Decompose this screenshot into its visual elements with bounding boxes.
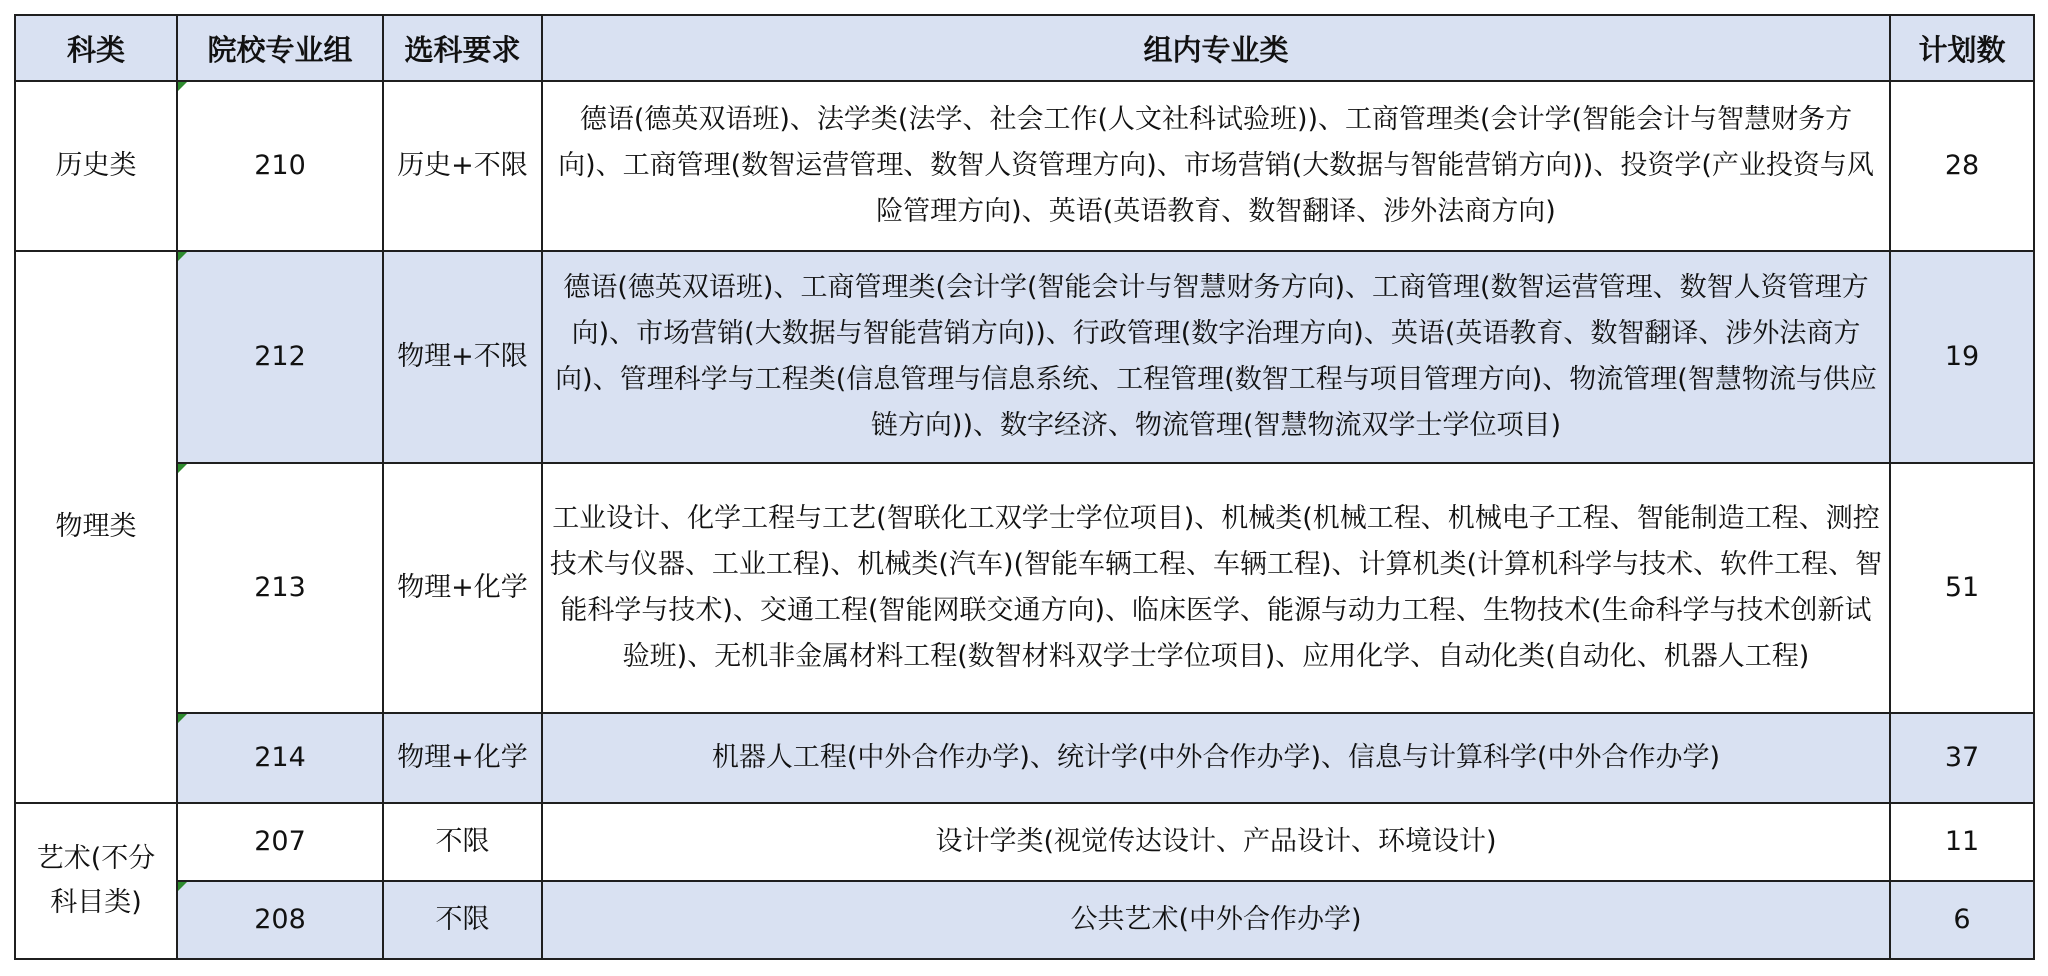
table-row <box>15 81 2034 251</box>
header-majors: 组内专业类 <box>542 15 1890 81</box>
requirement-cell: 物理+化学 <box>383 713 542 803</box>
table-row <box>15 713 2034 803</box>
header-row <box>15 15 2034 81</box>
majors-cell: 工业设计、化学工程与工艺(智联化工双学士学位项目)、机械类(机械工程、机械电子工程、智能制造工程、测控技术与仪器、工业工程)、机械类(汽车)(智能车辆工程、车辆工程)、计算机类(计算机科学与技术、软件工程、智能科学与技术)、交通工程(智能网联交通方向)、临床医学、能源与动力工程、生物技术(生命科学与技术创新试验班)、无机非金属材料工程(数智材料双学士学位项目)、应用化学、自动化类(自动化、机器人工程) <box>542 463 1890 713</box>
majors-cell: 机器人工程(中外合作办学)、统计学(中外合作办学)、信息与计算科学(中外合作办学) <box>542 713 1890 803</box>
group-cell: 207 <box>177 803 383 881</box>
plan-cell: 19 <box>1890 251 2034 463</box>
header-requirement: 选科要求 <box>383 15 542 81</box>
group-cell: 214 <box>177 713 383 803</box>
plan-cell: 37 <box>1890 713 2034 803</box>
header-category: 科类 <box>15 15 177 81</box>
enrollment-plan-table <box>14 14 2035 960</box>
requirement-cell: 物理+不限 <box>383 251 542 463</box>
group-cell: 212 <box>177 251 383 463</box>
majors-cell: 公共艺术(中外合作办学) <box>542 881 1890 959</box>
majors-cell: 德语(德英双语班)、工商管理类(会计学(智能会计与智慧财务方向)、工商管理(数智运营管理、数智人资管理方向)、市场营销(大数据与智能营销方向))、行政管理(数字治理方向)、英语(英语教育、数智翻译、涉外法商方向)、管理科学与工程类(信息管理与信息系统、工程管理(数智工程与项目管理方向)、物流管理(智慧物流与供应链方向))、数字经济、物流管理(智慧物流双学士学位项目) <box>542 251 1890 463</box>
category-cell: 历史类 <box>15 81 177 251</box>
plan-cell: 6 <box>1890 881 2034 959</box>
group-cell: 208 <box>177 881 383 959</box>
requirement-cell: 不限 <box>383 803 542 881</box>
requirement-cell: 不限 <box>383 881 542 959</box>
plan-cell: 51 <box>1890 463 2034 713</box>
table-row <box>15 803 2034 881</box>
plan-cell: 11 <box>1890 803 2034 881</box>
category-cell: 物理类 <box>15 251 177 803</box>
category-cell: 艺术(不分科目类) <box>15 803 177 959</box>
table-row <box>15 463 2034 713</box>
majors-cell: 德语(德英双语班)、法学类(法学、社会工作(人文社科试验班))、工商管理类(会计学(智能会计与智慧财务方向)、工商管理(数智运营管理、数智人资管理方向)、市场营销(大数据与智能营销方向))、投资学(产业投资与风险管理方向)、英语(英语教育、数智翻译、涉外法商方向) <box>542 81 1890 251</box>
plan-cell: 28 <box>1890 81 2034 251</box>
requirement-cell: 历史+不限 <box>383 81 542 251</box>
header-group: 院校专业组 <box>177 15 383 81</box>
group-cell: 213 <box>177 463 383 713</box>
table-row <box>15 251 2034 463</box>
requirement-cell: 物理+化学 <box>383 463 542 713</box>
group-cell: 210 <box>177 81 383 251</box>
enrollment-plan-table-wrapper <box>14 14 2035 960</box>
majors-cell: 设计学类(视觉传达设计、产品设计、环境设计) <box>542 803 1890 881</box>
table-row <box>15 881 2034 959</box>
header-plan: 计划数 <box>1890 15 2034 81</box>
